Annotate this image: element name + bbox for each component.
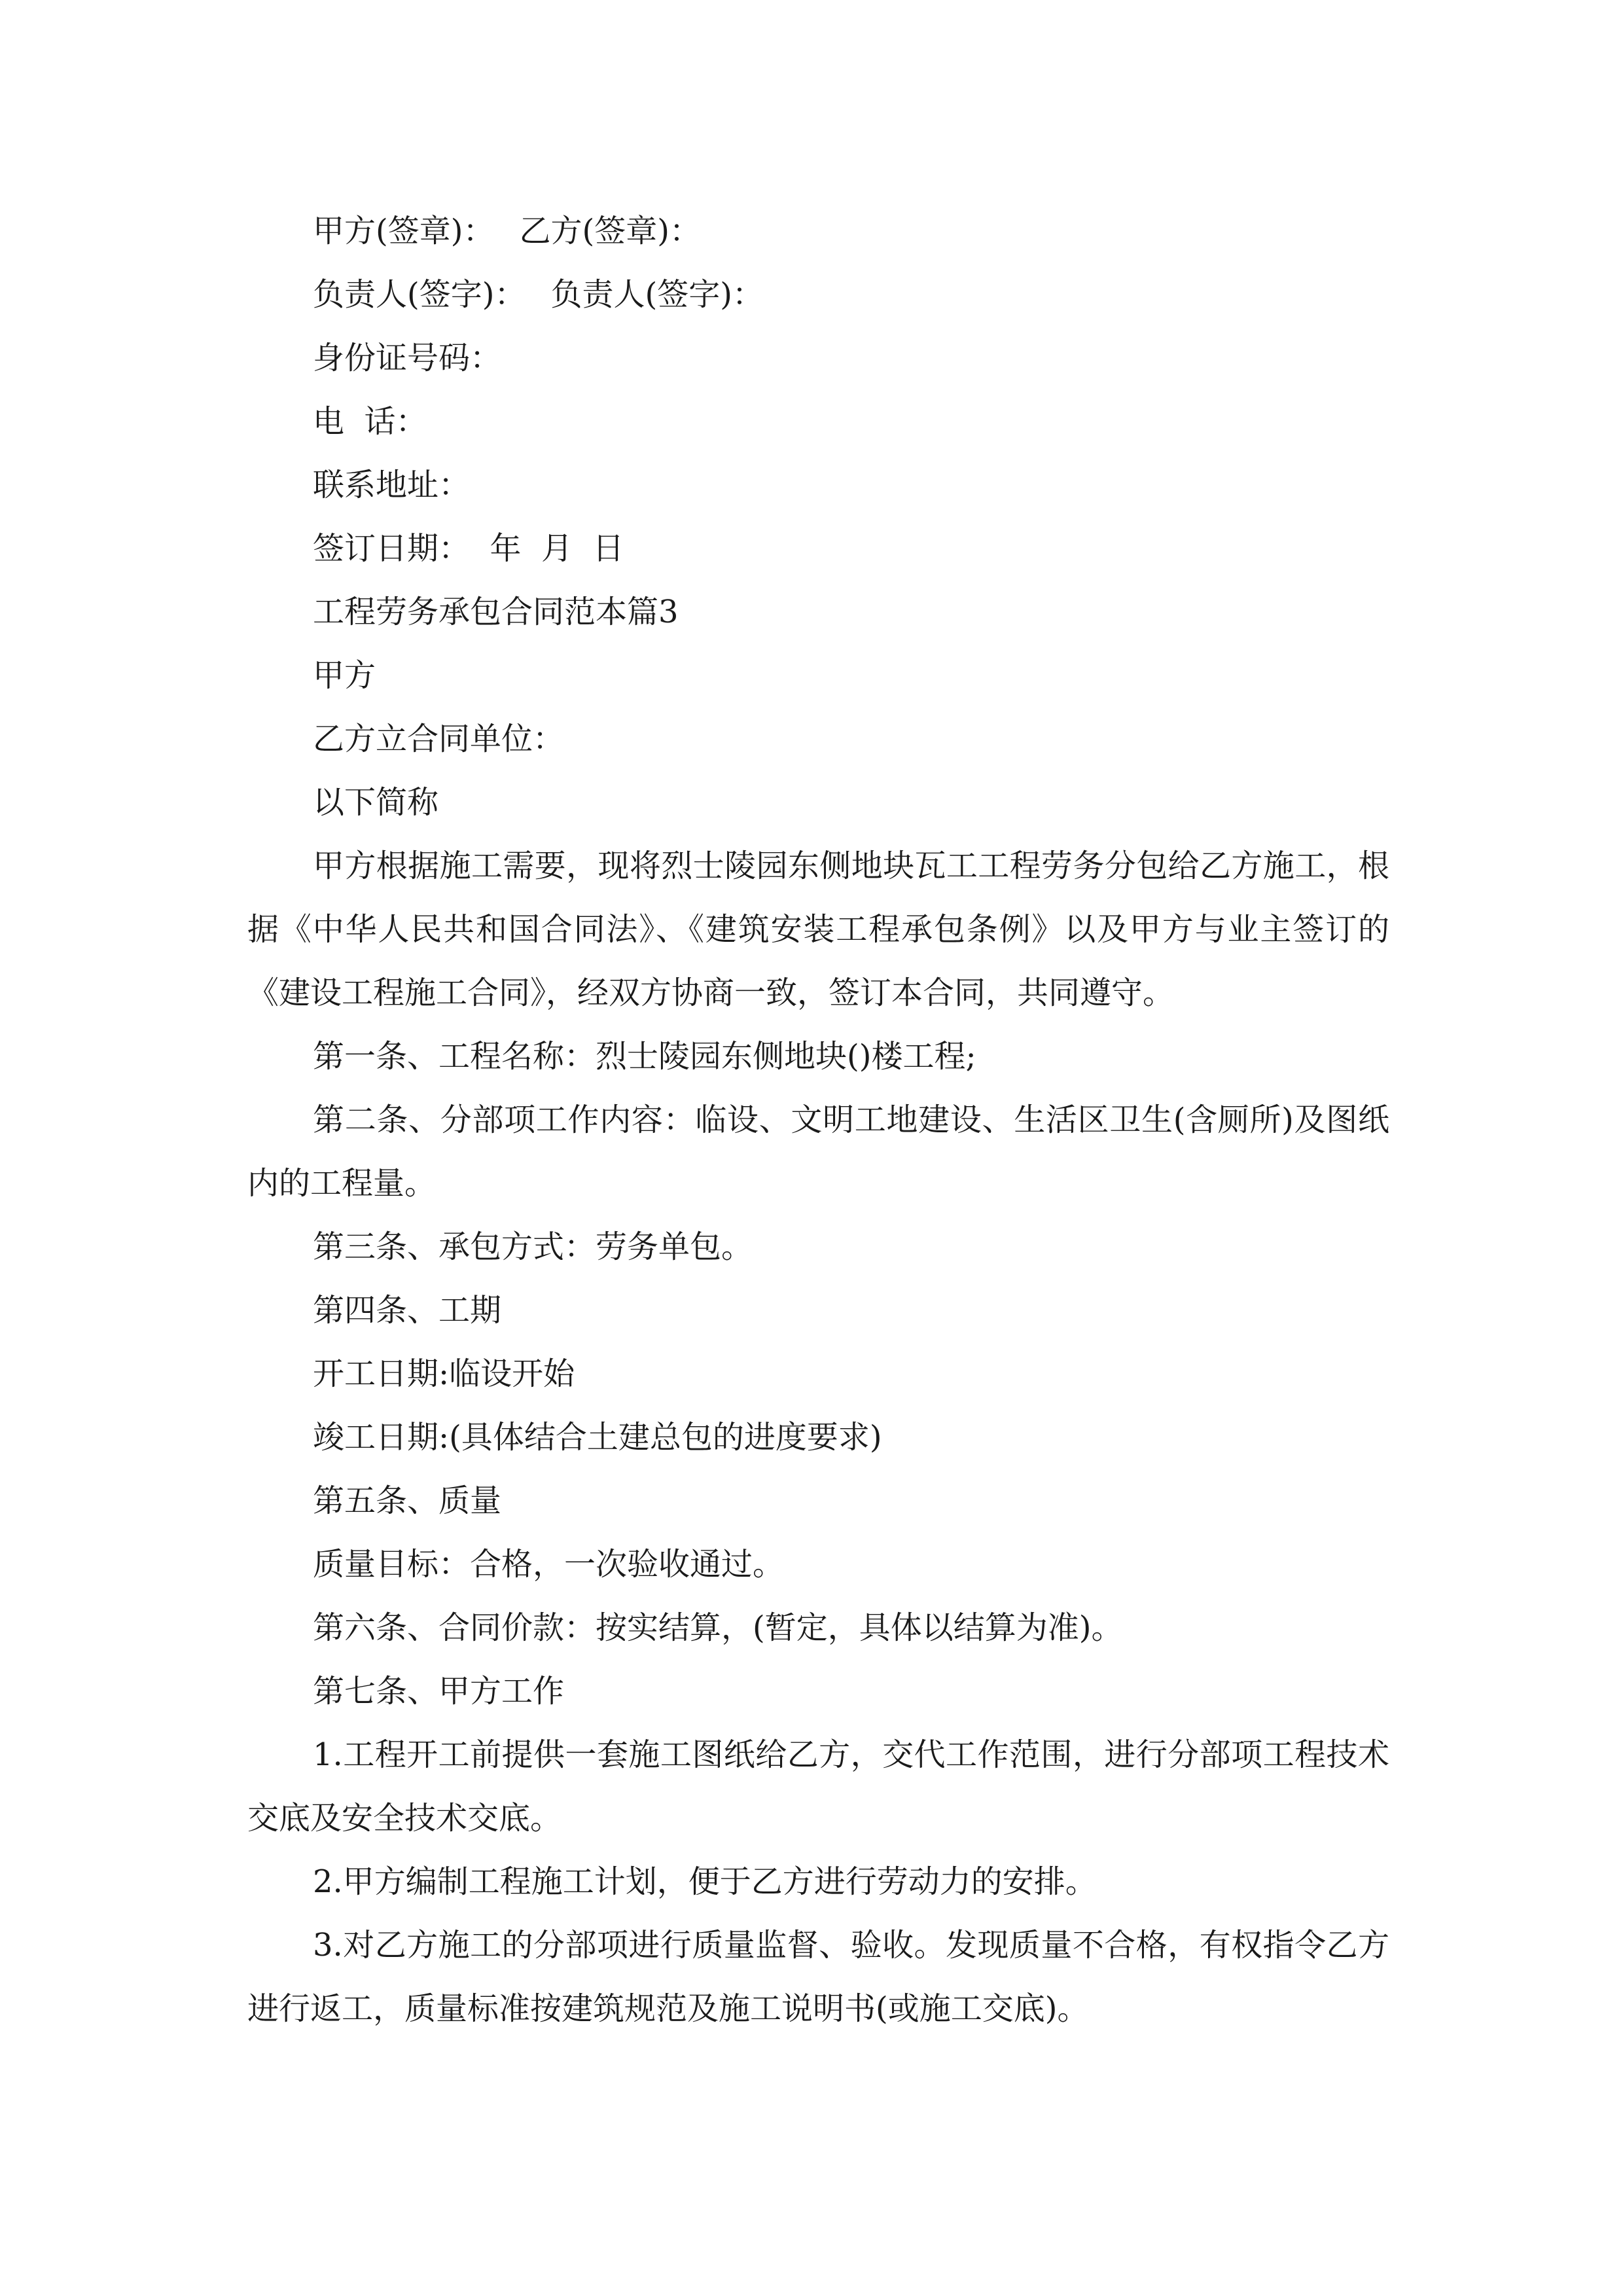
article-3: 第三条、承包方式：劳务单包。 bbox=[313, 1229, 753, 1265]
section-title: 工程劳务承包合同范本篇3 bbox=[313, 594, 679, 630]
article-7-item-1: 1.工程开工前提供一套施工图纸给乙方，交代工作范围，进行分部项工程技术交底及安全技术交底。 bbox=[247, 1736, 1389, 1837]
party-a-label: 甲方 bbox=[313, 657, 376, 694]
article-1: 第一条、工程名称：烈士陵园东侧地块()楼工程; bbox=[313, 1038, 976, 1075]
article-7: 第七条、甲方工作 bbox=[313, 1673, 565, 1710]
article-5: 第五条、质量 bbox=[313, 1482, 502, 1519]
article-7-item-2: 2.甲方编制工程施工计划，便于乙方进行劳动力的安排。 bbox=[313, 1863, 1097, 1900]
principal-b-sign: 负责人(签字)： bbox=[550, 276, 764, 313]
seal-line bbox=[247, 200, 1389, 263]
sign-date-line: 签订日期： 年 月 日 bbox=[313, 530, 624, 567]
abbreviation-label: 以下简称 bbox=[313, 784, 439, 821]
party-a-seal: 甲方(签章)： bbox=[313, 213, 495, 249]
id-number-line: 身份证号码： bbox=[313, 340, 502, 376]
quality-target: 质量目标：合格，一次验收通过。 bbox=[313, 1546, 785, 1583]
address-line: 联系地址： bbox=[313, 467, 471, 503]
party-b-seal: 乙方(签章)： bbox=[519, 213, 701, 249]
document-body bbox=[247, 200, 1389, 2041]
end-date: 竣工日期:(具体结合土建总包的进度要求) bbox=[313, 1419, 882, 1456]
article-2: 第二条、分部项工作内容：临设、文明工地建设、生活区卫生(含厕所)及图纸内的工程量。 bbox=[247, 1102, 1389, 1202]
article-7-item-3: 3.对乙方施工的分部项进行质量监督、验收。发现质量不合格，有权指令乙方进行返工，质量标准按建筑规范及施工说明书(或施工交底)。 bbox=[247, 1927, 1389, 2027]
phone-line: 电 话： bbox=[313, 403, 427, 440]
start-date: 开工日期:临设开始 bbox=[313, 1355, 575, 1392]
principal-a-sign: 负责人(签字)： bbox=[313, 276, 526, 313]
preamble-paragraph: 甲方根据施工需要，现将烈士陵园东侧地块瓦工工程劳务分包给乙方施工，根据《中华人民共和国合同法》、《建筑安装工程承包条例》以及甲方与业主签订的《建设工程施工合同》，经双方协商一致，签订本合同，共同遵守。 bbox=[247, 848, 1389, 1011]
article-4: 第四条、工期 bbox=[313, 1292, 502, 1329]
article-6: 第六条、合同价款：按实结算，(暂定，具体以结算为准)。 bbox=[313, 1609, 1123, 1646]
principal-sign-line bbox=[247, 263, 1389, 327]
party-b-unit-label: 乙方立合同单位： bbox=[313, 721, 565, 757]
